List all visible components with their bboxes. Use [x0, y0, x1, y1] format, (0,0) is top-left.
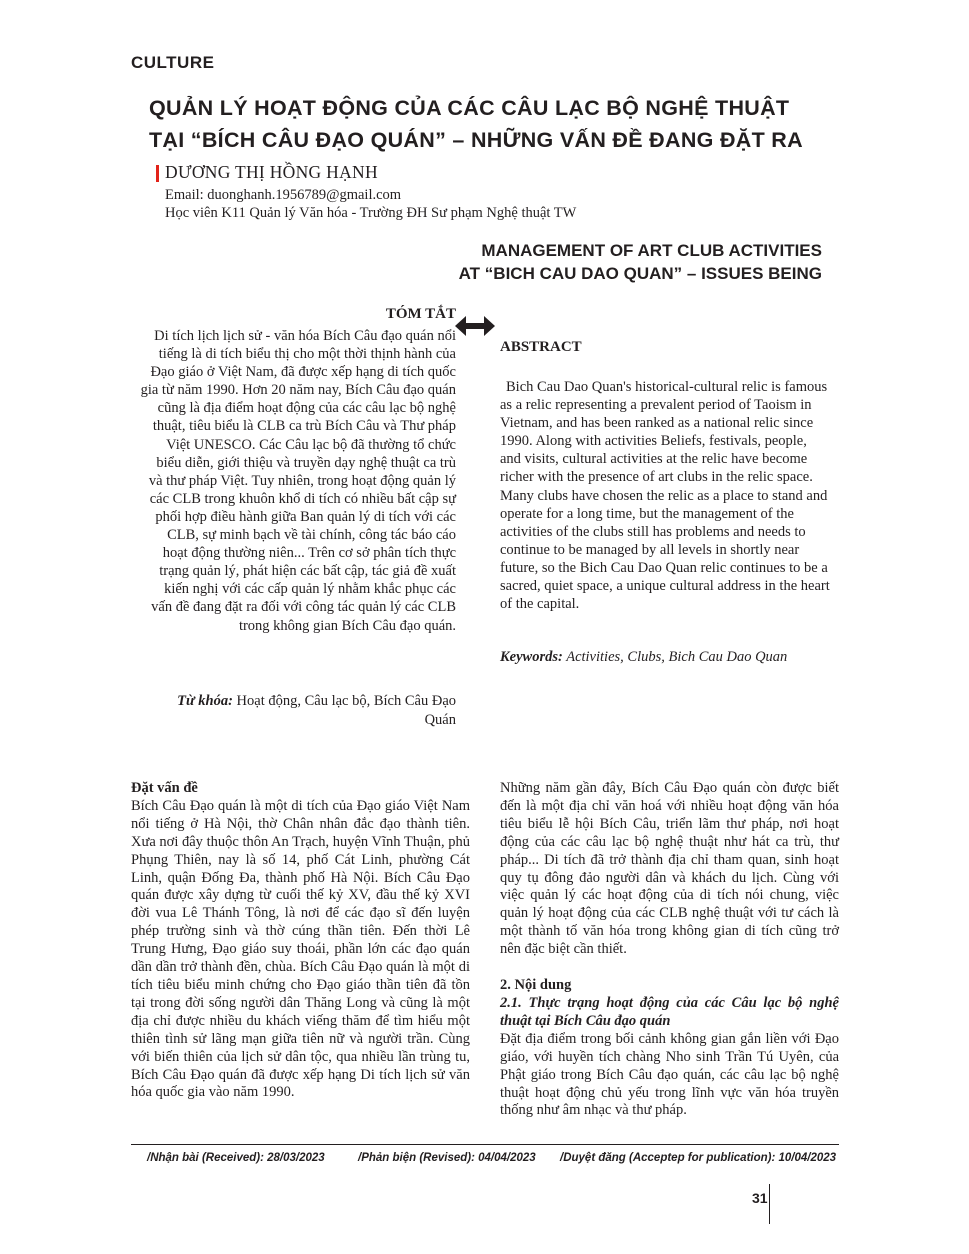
title-en-line-1: MANAGEMENT OF ART CLUB ACTIVITIES: [481, 241, 822, 260]
keywords-vi-value: Hoạt động, Câu lạc bộ, Bích Câu Đạo Quán: [232, 693, 456, 728]
abstract-heading-en: ABSTRACT: [500, 339, 582, 355]
abstract-en: Bich Cau Dao Quan's historical-cultural relic is famous as a relic representing a prevalent period of Taoism in Vietnam, and has been ranked as a national relic since 1990. Along with activities Beliefs, festivals, people, and visits, cultural activities at the relic have become richer with the presence of art clubs in the relic space. Many clubs have chosen the relic as a place to stand and operate for a long time, but the management of the activities of the clubs still has problems and needs to continue to be managed by all levels in shortly near future, so the Bich Cau Dao Quan relic continues to be a sacred, quiet space, a unique cultural address in the heart of the capital.: [500, 379, 830, 613]
body-paragraph: Những năm gần đây, Bích Câu Đạo quán còn được biết đến là một địa chỉ văn hoá với nhiều hoạt động văn hóa tiêu biểu lễ hội Bích Câu, triển lãm thư pháp, nơi hoạt động của các câu lạc bộ nghệ thuật như hát ca trù, thư pháp... Di tích đã trở thành địa chỉ tham quan, sinh hoạt quy tụ đông đảo người dân và khách du lịch. Cùng với việc quản lý các hoạt động của di tích nói chung, việc quản lý hoạt động của các CLB nghệ thuật với tư cách là một thành tố văn hóa trong không gian di tích cũng trở nên đặc biệt cần thiết.: [500, 780, 839, 958]
body-column-left: [131, 780, 470, 1102]
title-vi-line-2: TẠI “BÍCH CÂU ĐẠO QUÁN” – NHỮNG VẤN ĐỀ ĐANG ĐẶT RA: [149, 128, 803, 152]
section-heading-intro: Đặt vấn đề: [131, 780, 198, 796]
author-name: DƯƠNG THỊ HỒNG HẠNH: [165, 162, 378, 182]
article-title-en: [322, 239, 822, 285]
author-email: Email: duonghanh.1956789@gmail.com: [165, 187, 402, 203]
author-marker: [156, 165, 159, 182]
page-number: 31: [752, 1190, 768, 1206]
abstract-vi: Di tích lịch lịch sử - văn hóa Bích Câu đạo quán nổi tiếng là di tích biểu thị cho một thời thịnh hành của Đạo giáo ở Việt Nam, đã được xếp hạng di tích quốc gia từ năm 1990. Hơn 20 năm nay, Bích Câu đạo quán cũng là địa điểm hoạt động của các câu lạc bộ nghệ thuật, tiêu biểu là CLB ca trù Bích Câu và Thư pháp Việt UNESCO. Các Câu lạc bộ đã thường tổ chức biểu diễn, giới thiệu và truyền dạy nghệ thuật ca trù và thư pháp Việt. Tuy nhiên, trong hoạt động quản lý các CLB trong khuôn khổ di tích có nhiều bất cập sự phối hợp điều hành giữa Ban quản lý di tích với các CLB, sự minh bạch về tài chính, công tác báo cáo hoạt động thường niên... Trên cơ sở phân tích thực trạng quản lý, phát hiện các bất cập, tác giả đề xuất kiến nghị với các cấp quản lý nhằm khắc phục các vấn đề đang đặt ra đối với công tác quản lý các CLB trong không gian Bích Câu đạo quán.: [140, 328, 456, 634]
revised-date: /Phản biện (Revised): 04/04/2023: [358, 1152, 536, 1164]
body-column-right: [500, 780, 839, 1120]
subsection-heading: 2.1. Thực trạng hoạt động của các Câu lạc bộ nghệ thuật tại Bích Câu đạo quán: [500, 994, 839, 1029]
keywords-vi-label: Từ khóa:: [177, 693, 233, 709]
keywords-en-label: Keywords:: [500, 649, 563, 665]
title-en-line-2: AT “BICH CAU DAO QUAN” – ISSUES BEING: [458, 264, 822, 283]
section-heading-content: 2. Nội dung: [500, 977, 572, 994]
article-title-vi: [149, 92, 849, 156]
keywords-en: [500, 649, 787, 666]
body-paragraph: Đặt địa điểm trong bối cảnh không gian gắn liền với Đạo giáo, với huyền tích chàng Nho sinh Trần Tú Uyên, của Phật giáo trong Bích Câu đạo quán, các câu lạc bộ nghệ thuật hoạt động chủ yếu trong lĩnh vực văn hóa truyền thống như âm nhạc và thư pháp.: [500, 1030, 839, 1119]
page-number-divider: [769, 1184, 770, 1224]
body-paragraph: Bích Câu Đạo quán là một di tích của Đạo giáo Việt Nam nổi tiếng ở Hà Nội, thờ Chân nhân đắc đạo thành tiên. Xưa nơi đây thuộc thôn An Trạch, huyện Vĩnh Thuận, phủ Phụng Thiên, nay là số 14, phố Cát Linh, phường Cát Linh, quận Đống Đa, thành phố Hà Nội. Bích Câu Đạo quán được xây dựng từ cuối thế kỷ XV, đầu thế kỷ XVI đời vua Lê Thánh Tông, là nơi để các đạo sĩ đến luyện phép trường sinh và thờ cúng thần tiên. Đến thời Lê Trung Hưng, Đạo giáo suy thoái, phần lớn các đạo quán dần dần trở thành đền, chùa. Bích Câu Đạo quán là một di tích tiêu biểu minh chứng cho Đạo giáo thần tiên đã tồn tại trong đời sống người dân Thăng Long và cũng là một địa chỉ được nhiều du khách viếng thăm để tìm hiểu một thiên tình sử lãng mạn giữa tiên nữ và người trần. Cùng với biến thiên của lịch sử dân tộc, qua nhiều lần trùng tu, Bích Câu Đạo quán đã được xếp hạng Di tích lịch sử văn hóa quốc gia vào năm 1990.: [131, 797, 470, 1101]
accepted-date: /Duyệt đăng (Acceptep for publication): 10/04/2023: [560, 1152, 837, 1164]
keywords-vi: [150, 692, 456, 729]
title-vi-line-1: QUẢN LÝ HOẠT ĐỘNG CỦA CÁC CÂU LẠC BỘ NGHỆ THUẬT: [149, 96, 790, 120]
keywords-en-value: Activities, Clubs, Bich Cau Dao Quan: [562, 649, 788, 665]
abstract-heading-vi: TÓM TẮT: [385, 306, 456, 322]
double-arrow-icon: [455, 315, 495, 337]
author-affiliation: Học viên K11 Quản lý Văn hóa - Trường ĐH Sư phạm Nghệ thuật TW: [165, 205, 577, 221]
received-date: /Nhận bài (Received): 28/03/2023: [147, 1152, 325, 1164]
section-label: CULTURE: [131, 53, 215, 72]
footer-divider: [131, 1144, 839, 1145]
